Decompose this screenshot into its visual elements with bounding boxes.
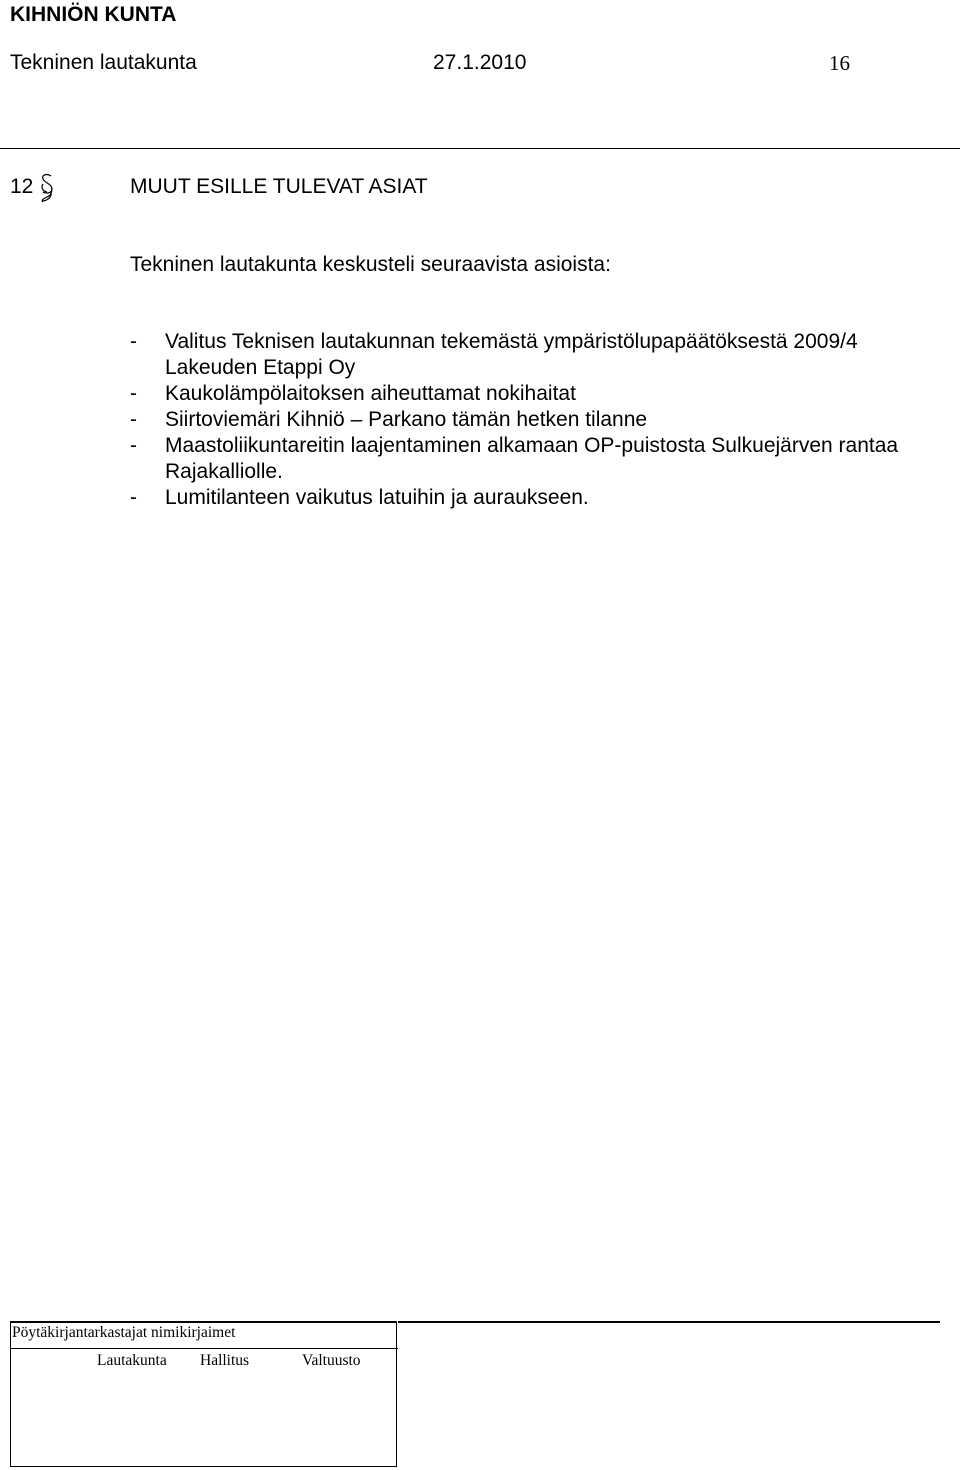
organization-name: KIHNIÖN KUNTA [10, 3, 177, 26]
board-name: Tekninen lautakunta [10, 51, 197, 74]
footer-divider [398, 1321, 940, 1323]
section-intro: Tekninen lautakunta keskusteli seuraavista asioista: [130, 253, 611, 276]
page-number: 16 [829, 51, 850, 75]
section-number: 12 [10, 175, 34, 198]
section-sign-icon [38, 173, 56, 203]
signature-title: Pöytäkirjantarkastajat nimikirjaimet [12, 1324, 236, 1341]
list-item-text: Valitus Teknisen lautakunnan tekemästä ympäristölupapäätöksestä 2009/4 [165, 330, 858, 353]
list-item-text: Lakeuden Etappi Oy [165, 356, 356, 379]
signature-box [10, 1321, 397, 1467]
list-dash: - [130, 408, 137, 431]
signature-column-lautakunta: Lautakunta [97, 1352, 167, 1369]
list-item-text: Kaukolämpölaitoksen aiheuttamat nokihaitat [165, 382, 576, 405]
signature-column-hallitus: Hallitus [200, 1352, 250, 1369]
section-title: MUUT ESILLE TULEVAT ASIAT [130, 175, 428, 198]
list-dash: - [130, 382, 137, 405]
list-item-text: Maastoliikuntareitin laajentaminen alkamaan OP-puistosta Sulkuejärven rantaa [165, 434, 899, 457]
list-dash: - [130, 330, 137, 353]
list-dash: - [130, 434, 137, 457]
signature-column-valtuusto: Valtuusto [302, 1352, 361, 1369]
list-dash: - [130, 486, 137, 509]
signature-header-divider [10, 1348, 398, 1349]
meeting-date: 27.1.2010 [433, 51, 527, 74]
list-item-text: Siirtoviemäri Kihniö – Parkano tämän hetken tilanne [165, 408, 648, 431]
list-item-text: Rajakalliolle. [165, 460, 283, 483]
header-divider [0, 148, 960, 149]
list-item-text: Lumitilanteen vaikutus latuihin ja auraukseen. [165, 486, 589, 509]
